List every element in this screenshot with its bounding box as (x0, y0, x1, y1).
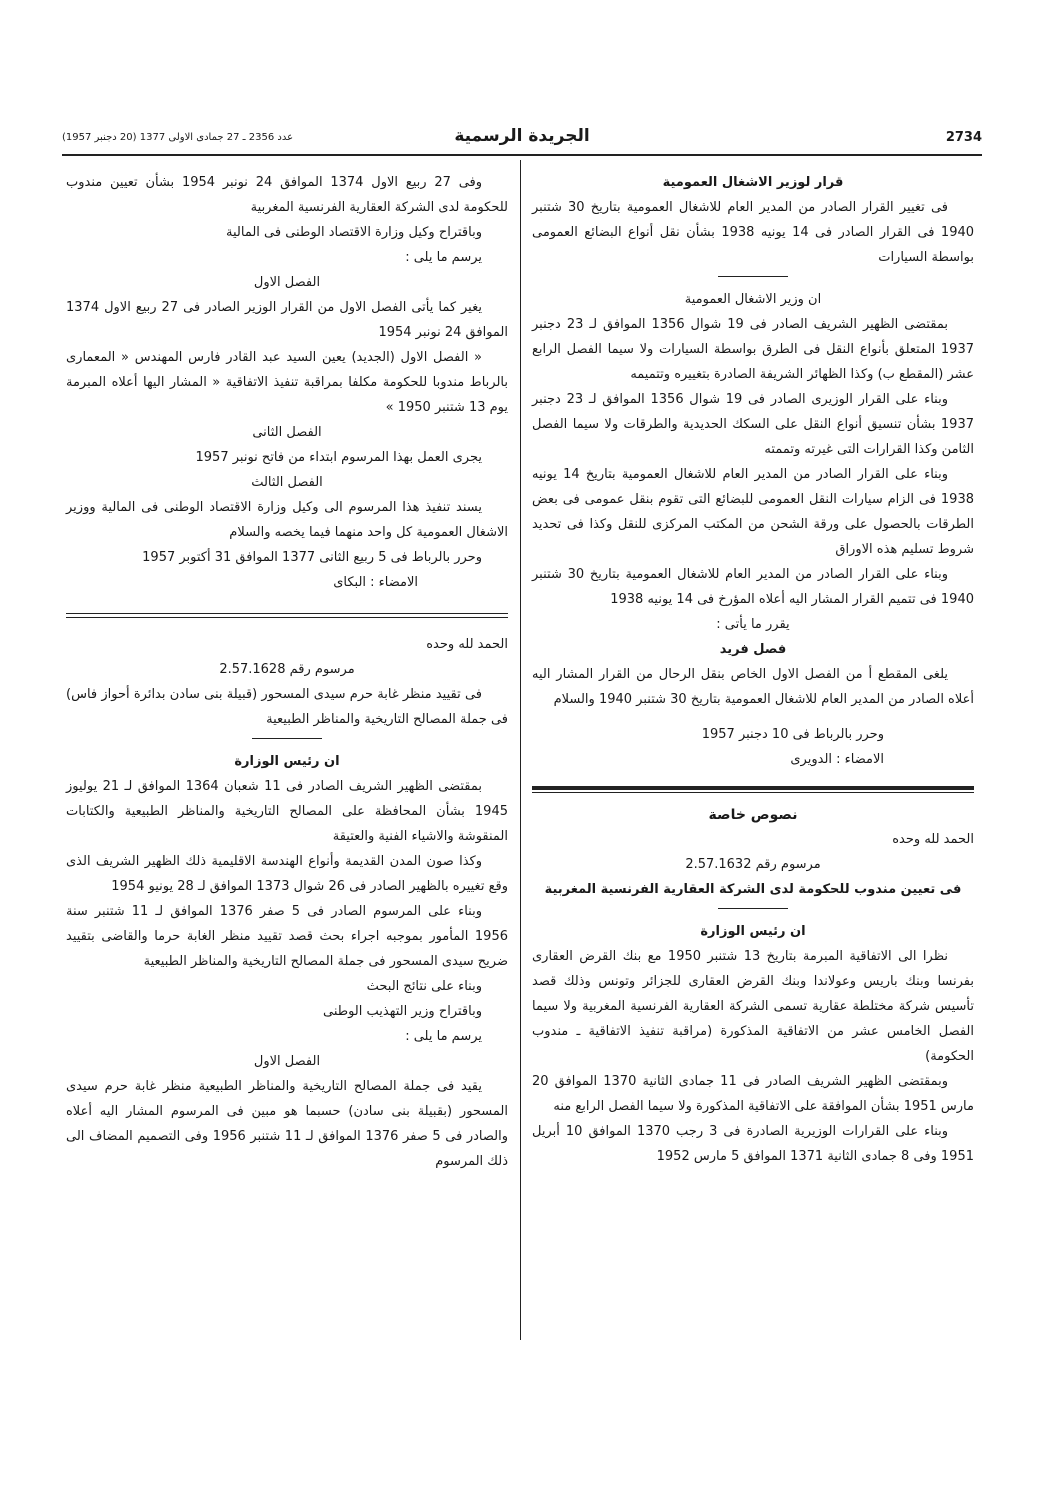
paragraph: وبناء على نتائج البحث (366, 979, 482, 994)
paragraph: وباقتراح وزير التهذيب الوطنى (322, 1004, 482, 1019)
paragraph: وبمقتضى الظهير الشريف الصادر فى 11 جمادى الثانية 1370 الموافق 20 مارس 1951 بشأن الموافقة على الاتفاقية المذكورة ولا سيما الفصل الرابع منه (532, 1074, 974, 1114)
single-chapter-heading: فصل فريد (719, 642, 787, 657)
issue-info: عدد 2356 ـ 27 جمادى الاولى 1377 (20 دجنبر 1957) (62, 132, 294, 143)
paragraph: وبناء على القرار الصادر من المدير العام للاشغال العمومية بتاريخ 14 يونيه 1938 فى الزام سيارات النقل العمومى للبضائع التى تقوم بنقل عمومى فى بعض الطرقات بالحصول على ورقة الشحن من المكتب المركزى للنقل وكذا فى تحديد شروط تسليم هذه الاوراق (532, 467, 974, 557)
paragraph: وباقتراح وكيل وزارة الاقتصاد الوطنى فى المالية (226, 225, 482, 240)
paragraph: بمقتضى الظهير الشريف الصادر فى 11 شعبان 1364 الموافق لـ 21 يوليوز 1945 بشأن المحافظة على المصالح التاريخية والمناظر الطبيعية والكتابات المنقوشة والاشياء الفنية والعتيقة (66, 779, 508, 844)
pm-heading: ان رئيس الوزارة (700, 924, 806, 939)
paragraph: نظرا الى الاتفاقية المبرمة بتاريخ 13 شتنبر 1950 مع بنك القرض العقارى بفرنسا وبنك باريس وعولاندا وبنك القرض العقارى للجزائر وتونس وذلك قصد تأسيس شركة مختلطة عقارية تسمى الشركة العقارية الفرنسية المغربية ولا سيما الفصل الخامس عشر من الاتفاقية المذكورة (مراقبة تنفيذ الاتفاقية ـ مندوب الحكومة) (532, 949, 974, 1064)
chapter-text: يجرى العمل بهذا المرسوم ابتداء من فاتح نونبر 1957 (195, 450, 482, 465)
thick-divider (532, 786, 974, 793)
special-texts-heading: نصوص خاصة (708, 807, 798, 823)
left-column (66, 170, 508, 1174)
header-rule (62, 154, 982, 156)
gazette-title: الجريدة الرسمية (454, 126, 590, 146)
column-divider (520, 160, 521, 1340)
section-rule (718, 908, 788, 909)
chapter-text: يغير كما يأتى الفصل الاول من القرار الوزير الصادر فى 27 ربيع الاول 1374 الموافق 24 نونبر 1954 (66, 300, 508, 340)
paragraph: بمقتضى الظهير الشريف الصادر فى 19 شوال 1356 الموافق لـ 23 دجنبر 1937 المتعلق بأنواع النقل فى الطرق بواسطة السيارات ولا سيما الفصل الرابع عشر (المقطع ب) وكذا الظهائر الشريفة الصادرة بتغييره وتتميمه (532, 317, 974, 382)
chapter-heading: الفصل الاول (253, 1054, 321, 1069)
quoted-chapter: « الفصل الاول (الجديد) يعين السيد عبد القادر فارس المهندس « المعمارى بالرباط مندوبا للحكومة مكلفا بمراقبة تنفيذ الاتفاقية « المشار اليها أعلاه المبرمة يوم 13 شتنبر 1950 » (66, 350, 508, 415)
decision-subject: فى تغيير القرار الصادر من المدير العام للاشغال العمومية بتاريخ 30 شتنبر 1940 فى القرار الصادر فى 14 يونيه 1938 بشأن نقل أنواع البضائع العمومى بواسطة السيارات (532, 200, 975, 265)
signature: الامضاء : البكاى (333, 575, 418, 590)
praise-line: الحمد لله وحده (892, 832, 974, 847)
paragraph: وبناء على القرار الوزيرى الصادر فى 19 شوال 1356 الموافق لـ 23 دجنبر 1937 بشأن تنسيق أنواع النقل على السكك الحديدية والطرقات ولا سيما الفصل الثامن وكذا القرارات التى غيرته وتممته (532, 392, 974, 457)
decides-label: يقرر ما يأتى : (716, 617, 790, 632)
page-number: 2734 (945, 130, 982, 145)
paragraph: وبناء على المرسوم الصادر فى 5 صفر 1376 الموافق لـ 11 شتنبر سنة 1956 المأمور بموجبه اجراء بحث قصد تقييد منظر الغابة حرما والقاضى بتقييد ضريح سيدى المسحور فى جملة المصالح التاريخية والمناظر الطبيعية (66, 904, 508, 969)
pm-heading: ان رئيس الوزارة (234, 754, 340, 769)
decree-subject: فى تقييد منظر غابة حرم سيدى المسحور (قبيلة بنى سادن بدائرة أحواز فاس) فى جملة المصالح التاريخية والمناظر الطبيعية (66, 687, 508, 727)
decree-subject: فى تعيين مندوب للحكومة لدى الشركة العقارية الفرنسية المغربية (544, 882, 962, 897)
single-chapter-text: يلغى المقطع أ من الفصل الاول الخاص بنقل الرحال من القرار المشار اليه أعلاه الصادر من المدير العام للاشغال العمومية بتاريخ 30 شتنبر 1940 والسلام (532, 667, 974, 707)
paragraph: وبناء على القرارات الوزيرية الصادرة فى 3 رجب 1370 الموافق 10 أبريل 1951 وفى 8 جمادى الثانية 1371 الموافق 5 مارس 1952 (532, 1124, 974, 1164)
double-divider (66, 613, 508, 618)
right-column (532, 170, 974, 1169)
paragraph: وكذا صون المدن القديمة وأنواع الهندسة الاقليمية ذلك الظهير الشريف الذى وقع تغييره بالظهير الصادر فى 26 شوال 1373 الموافق لـ 28 يونيو 1954 (66, 854, 508, 894)
page-header (62, 128, 982, 154)
chapter-heading: الفصل الثانى (252, 425, 322, 440)
decree-number: مرسوم رقم 2.57.1632 (685, 857, 821, 872)
section-rule (252, 738, 322, 739)
paragraph: وفى 27 ربيع الاول 1374 الموافق 24 نونبر 1954 بشأن تعيين مندوب للحكومة لدى الشركة العقارية الفرنسية المغربية (66, 175, 508, 215)
chapter-heading: الفصل الثالث (251, 475, 323, 490)
chapter-heading: الفصل الاول (253, 275, 321, 290)
chapter-text: يقيد فى جملة المصالح التاريخية والمناظر الطبيعية منظر غابة حرم سيدى المسحور (بقبيلة بنى سادن) حسبما هو مبين فى المرسوم المشار اليه أعلاه والصادر فى 5 صفر 1376 الموافق لـ 11 شتنبر 1956 وفى التصميم المضاف الى ذلك المرسوم (66, 1079, 509, 1169)
done-at: وحرر بالرباط فى 10 دجنبر 1957 (701, 727, 884, 742)
praise-line: الحمد لله وحده (426, 637, 508, 652)
decrees-label: يرسم ما يلى : (405, 250, 482, 265)
paragraph: وبناء على القرار الصادر من المدير العام للاشغال العمومية بتاريخ 30 شتنبر 1940 فى تتميم القرار المشار اليه أعلاه المؤرخ فى 14 يونيه 1938 (532, 567, 974, 607)
chapter-text: يسند تنفيذ هذا المرسوم الى وكيل وزارة الاقتصاد الوطنى فى المالية ووزير الاشغال العمومية كل واحد منهما فيما يخصه والسلام (66, 500, 508, 540)
done-at: وحرر بالرباط فى 5 ربيع الثانى 1377 الموافق 31 أكتوبر 1957 (142, 550, 482, 565)
minister-heading: ان وزير الاشغال العمومية (684, 292, 822, 307)
decrees-label: يرسم ما يلى : (405, 1029, 482, 1044)
decree-number: مرسوم رقم 2.57.1628 (219, 662, 355, 677)
decision-title: قرار لوزير الاشغال العمومية (662, 175, 844, 190)
section-rule (718, 276, 788, 277)
signature: الامضاء : الدويرى (790, 752, 884, 767)
